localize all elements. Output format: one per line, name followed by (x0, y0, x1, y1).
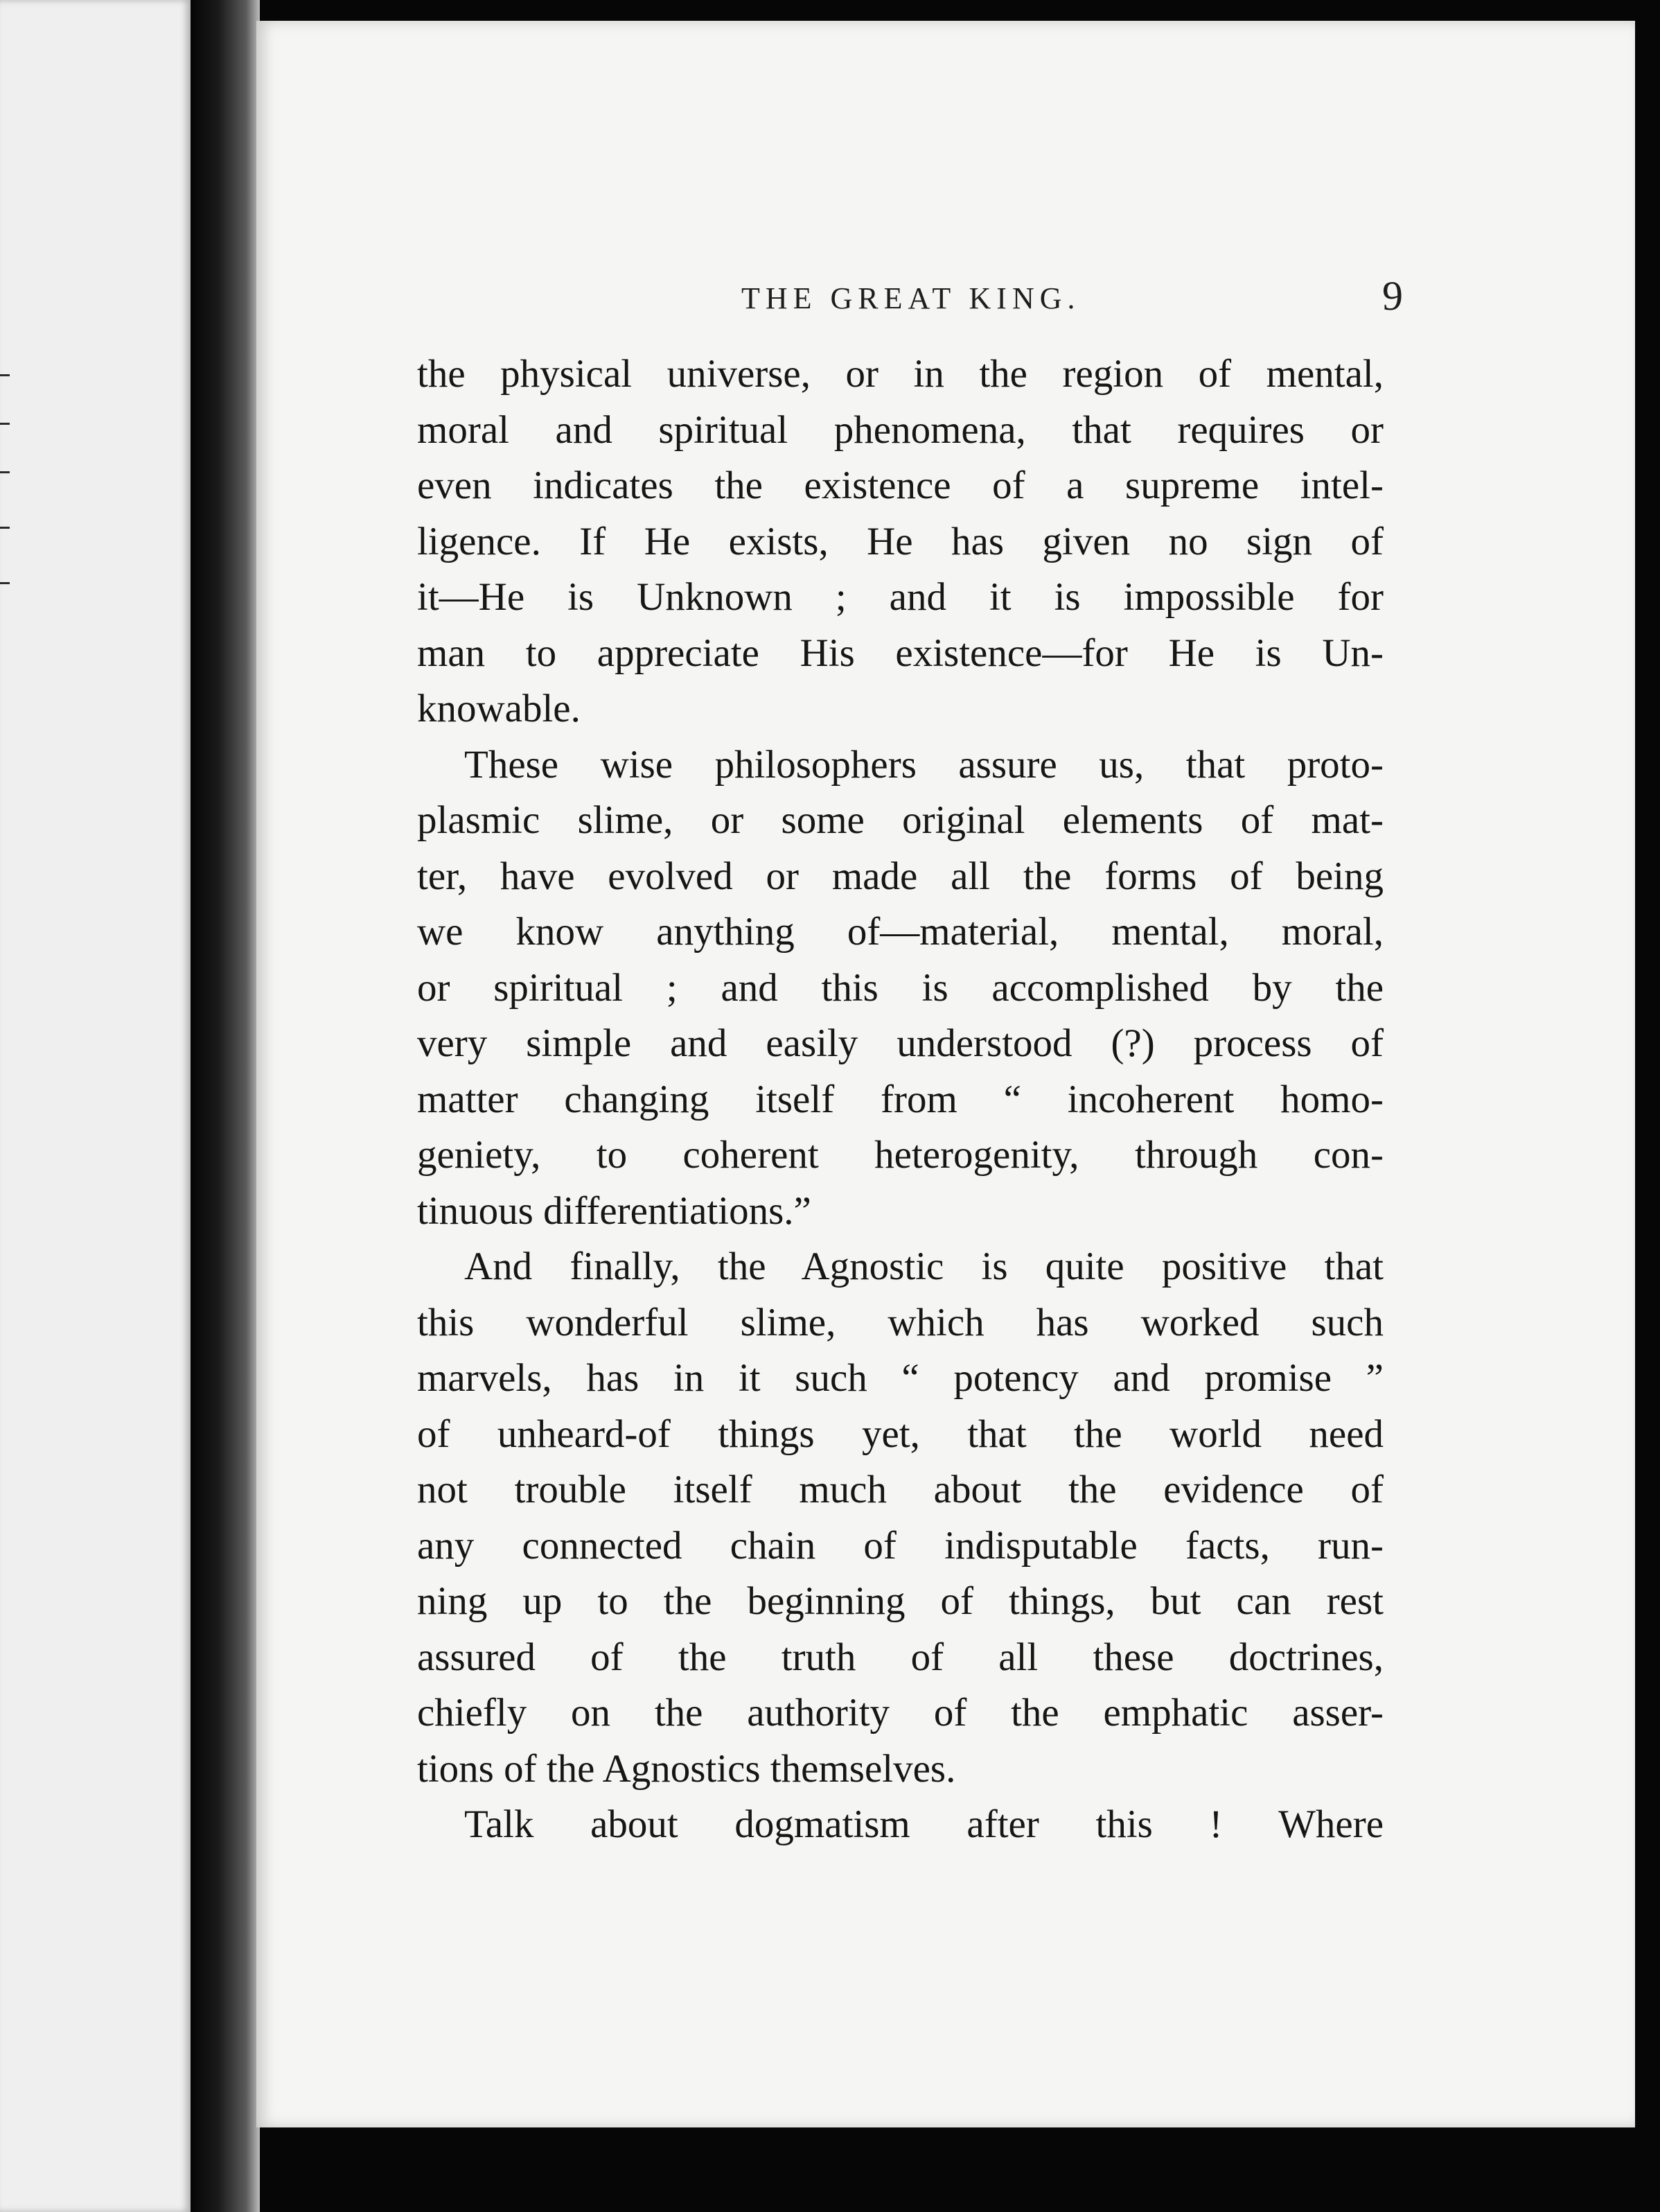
text-line: even indicates the existence of a supreme intel- (417, 464, 1384, 507)
book-gutter-shadow (191, 0, 260, 2212)
text-line: tions of the Agnostics themselves. (417, 1746, 956, 1791)
text-line: matter changing itself from “ incoherent homo- (417, 1077, 1384, 1121)
text-line: man to appreciate His existence—for He is Un- (417, 631, 1384, 675)
text-line: or spiritual ; and this is accomplished by the (417, 965, 1384, 1010)
text-line: ning up to the beginning of things, but can rest (417, 1579, 1384, 1623)
text-line: chiefly on the authority of the emphatic asser- (417, 1691, 1384, 1735)
text-line: ligence. If He exists, He has given no sign of (417, 519, 1384, 563)
left-facing-page (0, 0, 191, 2212)
text-line: very simple and easily understood (?) process of (417, 1021, 1384, 1065)
text-line: And finally, the Agnostic is quite positive that (464, 1245, 1384, 1288)
paragraph (417, 737, 1384, 1240)
body-text (417, 346, 1384, 1853)
running-head: THE GREAT KING. (741, 281, 1081, 315)
text-line: Talk about dogmatism after this ! Where (464, 1802, 1384, 1846)
edge-mark (0, 527, 10, 529)
text-line: moral and spiritual phenomena, that requires or (417, 407, 1384, 452)
paragraph (417, 1797, 1384, 1853)
paragraph (417, 346, 1384, 737)
text-line: it—He is Unknown ; and it is impossible for (417, 575, 1384, 619)
text-line: marvels, has in it such “ potency and promise ” (417, 1356, 1384, 1400)
text-line: knowable. (417, 687, 581, 730)
edge-mark (0, 374, 10, 376)
text-line: not trouble itself much about the evidence of (417, 1468, 1384, 1511)
text-line: we know anything of—material, mental, moral, (417, 910, 1384, 954)
edge-mark (0, 471, 10, 473)
text-line: geniety, to coherent heterogenity, through con- (417, 1133, 1384, 1177)
text-line: ter, have evolved or made all the forms of being (417, 854, 1384, 898)
page-number: 9 (1382, 273, 1403, 319)
text-line: any connected chain of indisputable facts, run- (417, 1523, 1384, 1568)
paragraph (417, 1239, 1384, 1797)
text-line: this wonderful slime, which has worked such (417, 1300, 1384, 1344)
text-line: of unheard-of things yet, that the world need (417, 1412, 1384, 1456)
text-line: These wise philosophers assure us, that proto- (464, 742, 1384, 787)
page-header (256, 267, 1635, 322)
text-line: plasmic slime, or some original elements of mat- (417, 798, 1384, 842)
text-line: the physical universe, or in the region of mental, (417, 352, 1384, 396)
text-line: tinuous differentiations.” (417, 1188, 811, 1233)
book-page (256, 21, 1635, 2127)
text-line: assured of the truth of all these doctrines, (417, 1635, 1384, 1679)
edge-mark (0, 582, 10, 584)
edge-mark (0, 423, 10, 425)
